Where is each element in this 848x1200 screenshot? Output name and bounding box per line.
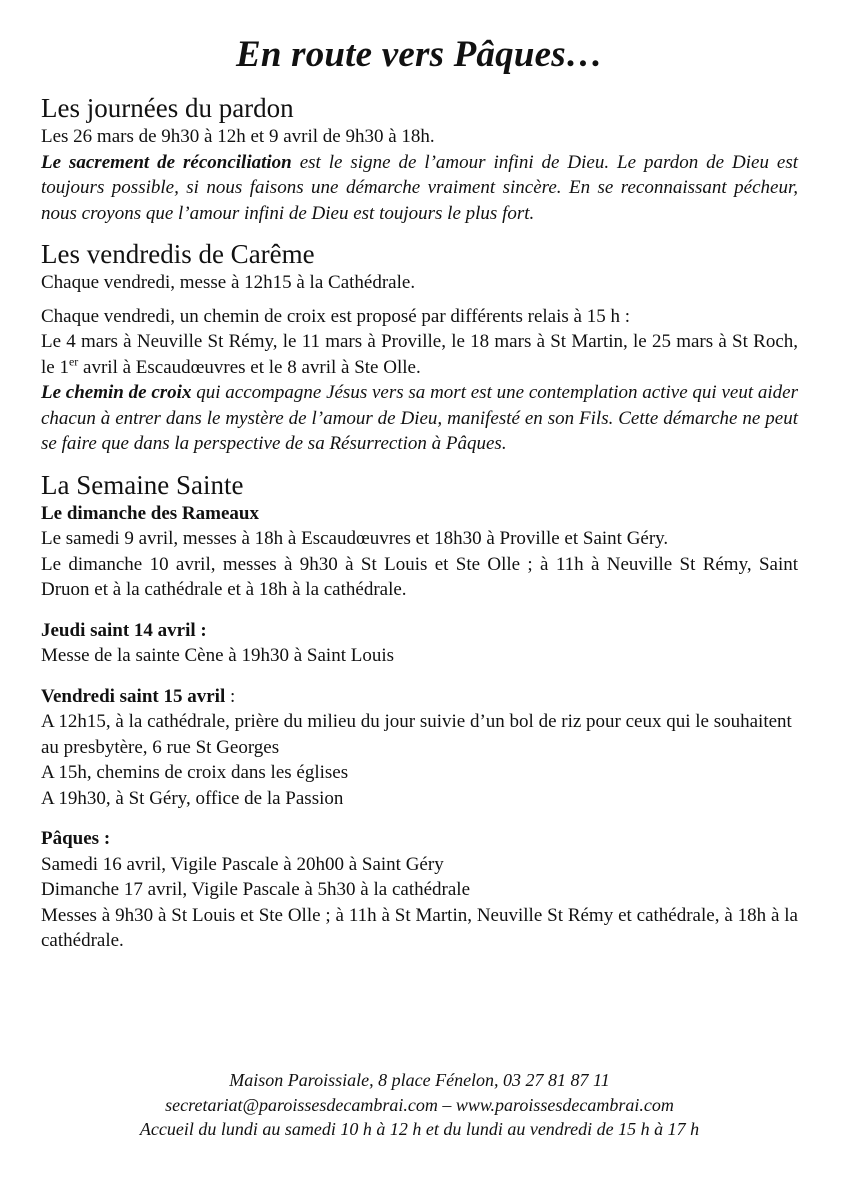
- footer-contact: secretariat@paroissesdecambrai.com – www.paroissesdecambrai.com: [165, 1094, 674, 1115]
- section-semaine-sainte: [41, 469, 798, 954]
- careme-mass: Chaque vendredi, messe à 12h15 à la Cathédrale.: [41, 272, 416, 293]
- pardon-lead: Le sacrement de réconciliation: [41, 151, 292, 173]
- paques-heading: Pâques :: [41, 828, 111, 849]
- jeudi-line: Messe de la sainte Cène à 19h30 à Saint Louis: [41, 645, 395, 666]
- vendredi-line: A 12h15, à la cathédrale, prière du milieu du jour suivie d’un bol de riz pour ceux qui le souhaitent au presbytère, 6 rue St Georges: [41, 711, 792, 758]
- careme-chemin-intro: Chaque vendredi, un chemin de croix est proposé par différents relais à 15 h :: [41, 305, 630, 327]
- vendredi-line: A 19h30, à St Géry, office de la Passion: [41, 787, 344, 809]
- page-title: En route vers Pâques…: [235, 34, 604, 75]
- pardon-paragraph: [41, 150, 798, 227]
- paques-line: Messes à 9h30 à St Louis et Ste Olle ; à 11h à St Martin, Neuville St Rémy et cathédrale, à 18h à la cathédrale.: [41, 904, 798, 951]
- paques-line: Samedi 16 avril, Vigile Pascale à 20h00 à Saint Géry: [41, 853, 444, 875]
- footer: [41, 1068, 798, 1142]
- footer-hours: Accueil du lundi au samedi 10 h à 12 h et du lundi au vendredi de 15 h à 17 h: [139, 1119, 700, 1139]
- jeudi-heading: Jeudi saint 14 avril :: [41, 619, 207, 641]
- footer-address: Maison Paroissiale, 8 place Fénelon, 03 27 81 87 11: [229, 1070, 610, 1090]
- section-heading-semaine: La Semaine Sainte: [41, 469, 244, 500]
- pardon-dates: Les 26 mars de 9h30 à 12h et 9 avril de 9h30 à 18h.: [41, 126, 435, 147]
- block-jeudi-saint: [41, 618, 798, 669]
- section-heading-careme: Les vendredis de Carême: [41, 239, 315, 269]
- vendredi-heading-text: Vendredi saint 15 avril: [41, 685, 226, 707]
- rameaux-line: Le samedi 9 avril, messes à 18h à Escaudœuvres et 18h30 à Proville et Saint Géry.: [41, 528, 669, 549]
- section-heading-pardon: Les journées du pardon: [41, 93, 294, 123]
- section-pardon: [41, 92, 798, 226]
- pardon-text: est le signe de l’amour infini de Dieu. Le pardon de Dieu est toujours possible, si nous faisons une démarche vraiment sincère. En se reconnaissant pécheur, nous croyons que l’amour infini de Dieu est toujours le plus fort.: [41, 151, 798, 224]
- vendredi-line: A 15h, chemins de croix dans les églises: [41, 762, 349, 783]
- rameaux-heading: Le dimanche des Rameaux: [41, 502, 259, 524]
- chemin-list-part-b: avril à Escaudœuvres et le 8 avril à Ste Olle.: [78, 356, 421, 378]
- document-page: [41, 32, 798, 954]
- paques-line: Dimanche 17 avril, Vigile Pascale à 5h30 à la cathédrale: [41, 879, 471, 900]
- chemin-list-part-a: Le 4 mars à Neuville St Rémy, le 11 mars à Proville, le 18 mars à St Martin, le 25 mars à St Roch, le 1: [41, 331, 798, 378]
- rameaux-line: Le dimanche 10 avril, messes à 9h30 à St Louis et Ste Olle ; à 11h à Neuville St Rémy, Saint Druon et à la cathédrale et à 18h à la cathédrale.: [41, 553, 798, 600]
- careme-chemin-list: [41, 329, 798, 380]
- block-paques: [41, 826, 798, 954]
- vendredi-heading: [41, 684, 798, 710]
- vendredi-heading-suffix: :: [225, 685, 236, 707]
- careme-paragraph: [41, 380, 798, 457]
- careme-text: qui accompagne Jésus vers sa mort est une contemplation active qui veut aider chacun à entrer dans le mystère de l’amour de Dieu, manifesté en son Fils. Cette démarche ne peut se faire que dans la perspective de sa Résurrection à Pâques.: [41, 382, 798, 454]
- block-vendredi-saint: [41, 684, 798, 812]
- chemin-list-sup: er: [68, 354, 79, 369]
- section-careme: [41, 238, 798, 457]
- careme-lead: Le chemin de croix: [41, 382, 192, 403]
- block-rameaux: [41, 501, 798, 603]
